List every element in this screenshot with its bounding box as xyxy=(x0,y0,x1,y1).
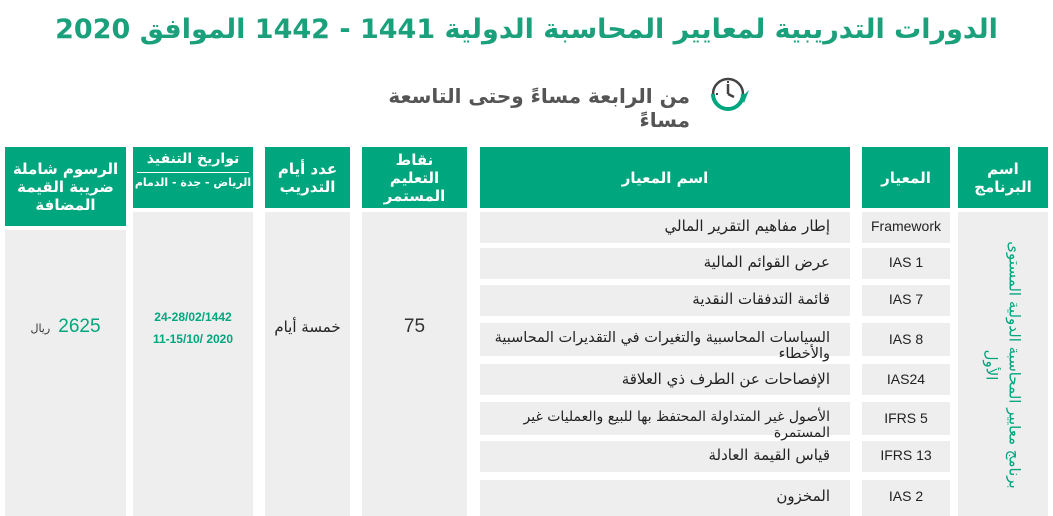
fee-amount: 2625 xyxy=(58,316,101,337)
fee-currency: ريال xyxy=(30,322,51,335)
cpe-cell xyxy=(362,212,467,516)
row-standard-name: المخزون xyxy=(776,487,830,505)
page-title: الدورات التدريبية لمعايير المحاسبة الدولية 1441 - 1442 الموافق 2020 xyxy=(55,14,998,45)
dates-hijri: 24-28/02/1442 xyxy=(154,310,232,324)
row-standard: IAS 8 xyxy=(888,331,924,347)
header-program-label: اسم البرنامج xyxy=(974,159,1032,196)
program-name xyxy=(968,220,1038,510)
header-standard-name xyxy=(480,147,850,208)
header-dates xyxy=(133,147,253,208)
header-days-label: عدد أيام التدريب xyxy=(277,159,338,196)
header-dates-label: تواريخ التنفيذ xyxy=(146,151,240,167)
fee xyxy=(5,316,126,338)
dates-gregorian: 11-15/10/ 2020 xyxy=(152,332,234,346)
row-standard-name: عرض القوائم المالية xyxy=(703,253,830,271)
row-standard-name: قائمة التدفقات النقدية xyxy=(692,290,830,308)
program-name-text: برنامج معايير المحاسبة الدولية المستوى الأول xyxy=(983,241,1024,489)
row-standard: IAS 7 xyxy=(888,291,924,307)
header-days xyxy=(265,147,350,208)
fees-cell xyxy=(5,230,126,516)
row-standard-name: إطار مفاهيم التقرير المالي xyxy=(664,217,830,235)
row-standard-name: الإفصاحات عن الطرف ذي العلاقة xyxy=(621,370,830,388)
header-standard-name-label: اسم المعيار xyxy=(621,168,709,187)
row-standard: IAS 1 xyxy=(888,254,924,270)
dates-cell xyxy=(133,212,253,516)
cpe-value: 75 xyxy=(403,316,426,337)
row-standard-name: قياس القيمة العادلة xyxy=(708,446,830,464)
header-cpe-label: نقاط التعليم المستمر xyxy=(383,150,446,205)
row-standard: Framework xyxy=(870,218,941,234)
header-dates-sub: الرياض - جدة - الدمام xyxy=(134,175,252,189)
row-standard: IFRS 13 xyxy=(880,447,932,463)
header-program xyxy=(958,147,1048,208)
header-fees-label: الرسوم شاملة ضريبة القيمة المضافة xyxy=(12,159,119,214)
header-fees xyxy=(5,147,126,226)
clock-icon xyxy=(700,72,756,116)
header-cpe xyxy=(362,147,467,208)
row-standard: IAS 2 xyxy=(888,488,924,504)
header-standard xyxy=(862,147,950,208)
row-standard-name: الأصول غير المتداولة المحتفظ بها للبيع والعمليات غير المستمرة xyxy=(523,409,830,441)
row-standard: IFRS 5 xyxy=(884,410,928,426)
row-standard-name: السياسات المحاسبية والتغيرات في التقديرات المحاسبية والأخطاء xyxy=(494,330,830,362)
days-cell xyxy=(265,212,350,516)
header-standard-label: المعيار xyxy=(881,168,931,187)
schedule-time: من الرابعة مساءً وحتى التاسعة مساءً xyxy=(388,84,690,132)
row-standard: IAS24 xyxy=(886,371,926,387)
days-value: خمسة أيام xyxy=(274,318,341,336)
